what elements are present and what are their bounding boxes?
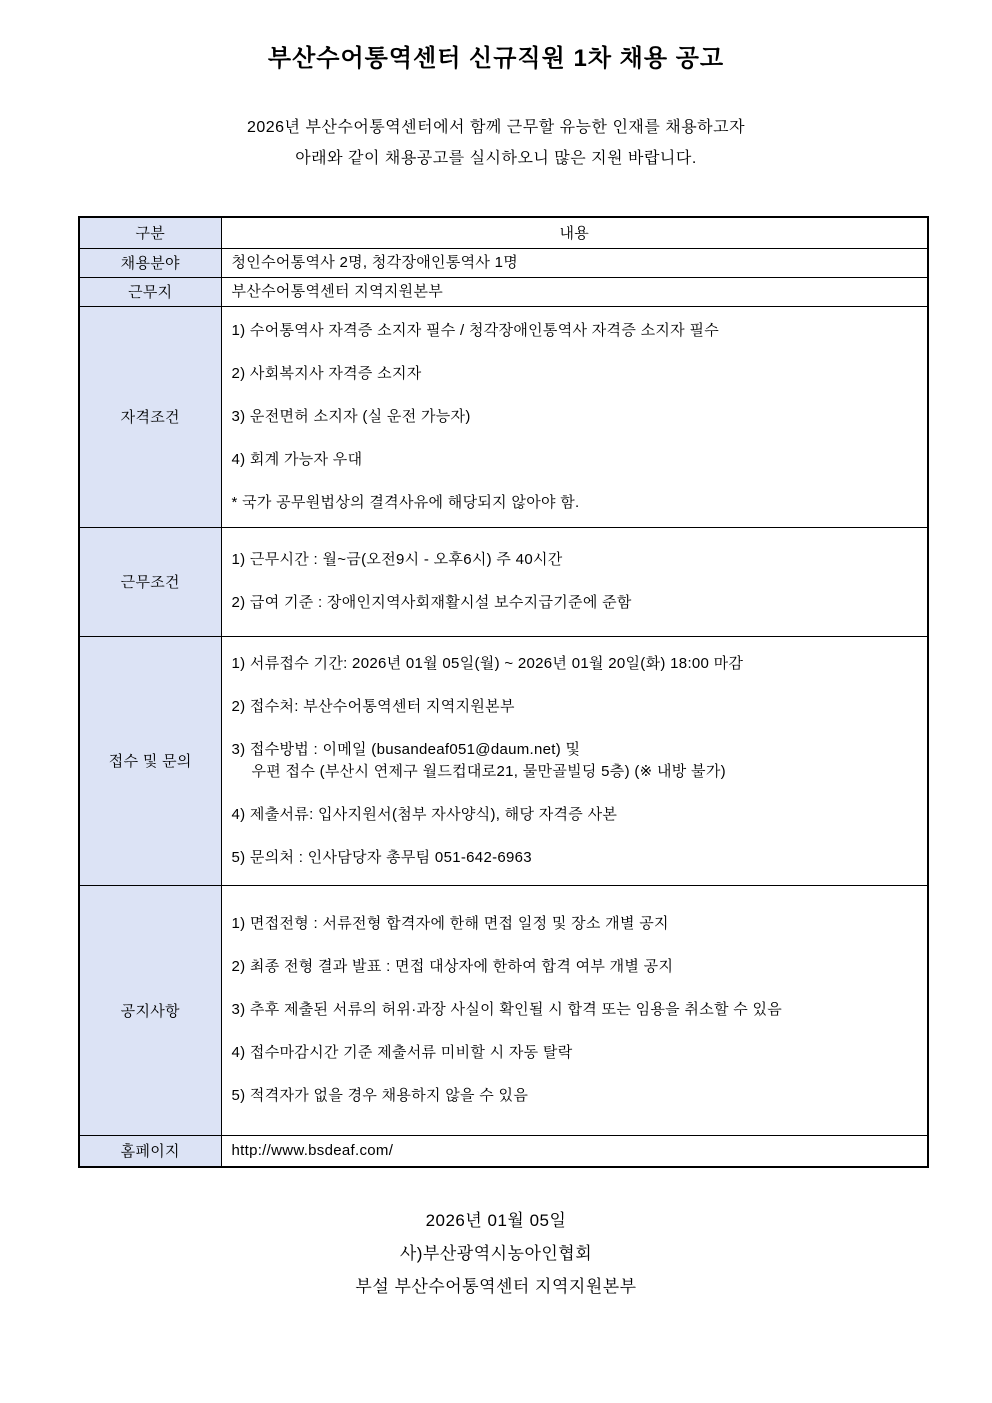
content-line: 2) 사회복지사 자격증 소지자 — [231, 364, 422, 382]
homepage-url: http://www.bsdeaf.com/ — [231, 1141, 394, 1159]
content-line: 1) 근무시간 : 월~금(오전9시 - 오후6시) 주 40시간 — [231, 551, 563, 568]
row-label-work-conditions: 근무조건 — [79, 527, 221, 636]
table-row-work-conditions — [79, 527, 928, 636]
row-content-notices — [221, 885, 928, 1135]
table-row-qualifications — [79, 306, 928, 527]
content-line: 4) 회계 가능자 우대 — [231, 450, 363, 468]
table-row-application-inquiry — [79, 636, 928, 885]
row-content-homepage — [221, 1135, 928, 1167]
content-line: 1) 면접전형 : 서류전형 합격자에 한해 면접 일정 및 장소 개별 공지 — [231, 915, 669, 932]
intro-line-1: 2026년 부산수어통역센터에서 함께 근무할 유능한 인재를 채용하고자 — [246, 119, 746, 136]
table-header-row — [79, 217, 928, 248]
intro-line-2: 아래와 같이 채용공고를 실시하오니 많은 지원 바랍니다. — [295, 150, 697, 167]
row-label-homepage: 홈페이지 — [79, 1135, 221, 1167]
content-line: 3) 운전면허 소지자 (실 운전 가능자) — [231, 407, 471, 425]
row-content-application-inquiry — [221, 636, 928, 885]
table-row-workplace — [79, 277, 928, 306]
row-content-qualifications — [221, 306, 928, 527]
content-line: 3) 추후 제출된 서류의 허위·과장 사실이 확인될 시 합격 또는 임용을 취소할 수 있음 — [231, 1001, 783, 1018]
table-row-recruit-field — [79, 248, 928, 277]
content-line: 1) 수어통역사 자격증 소지자 필수 / 청각장애인통역사 자격증 소지자 필수 — [231, 321, 720, 339]
content-line: 1) 서류접수 기간: 2026년 01월 05일(월) ~ 2026년 01월 20일(화) 18:00 마감 — [231, 654, 744, 672]
table-row-homepage — [79, 1135, 928, 1167]
content-line: 부산수어통역센터 지역지원본부 — [231, 282, 444, 300]
table-row-notices — [79, 885, 928, 1135]
content-line: 3) 접수방법 : 이메일 (busandeaf051@daum.net) 및 — [231, 740, 581, 758]
content-line-wrapped — [232, 739, 918, 783]
content-line: 5) 적격자가 없을 경우 채용하지 않을 수 있음 — [231, 1087, 529, 1104]
page-title: 부산수어통역센터 신규직원 1차 채용 공고 — [267, 45, 725, 72]
content-line: 청인수어통역사 2명, 청각장애인통역사 1명 — [231, 253, 519, 271]
document-footer — [0, 1204, 992, 1303]
footer-date: 2026년 01월 05일 — [425, 1211, 567, 1230]
row-label-notices: 공지사항 — [79, 885, 221, 1135]
content-line: 4) 접수마감시간 기준 제출서류 미비할 시 자동 탈락 — [231, 1044, 573, 1061]
row-label-application-inquiry: 접수 및 문의 — [79, 636, 221, 885]
footer-organization-branch: 부설 부산수어통역센터 지역지원본부 — [355, 1277, 637, 1296]
content-line: 5) 문의처 : 인사담당자 총무팀 051-642-6963 — [231, 848, 532, 866]
row-content-recruit-field — [221, 248, 928, 277]
header-cell-content: 내용 — [221, 217, 928, 248]
content-line: 4) 제출서류: 입사지원서(첨부 자사양식), 해당 자격증 사본 — [231, 805, 618, 823]
row-content-work-conditions — [221, 527, 928, 636]
intro-paragraph — [0, 112, 992, 174]
row-content-workplace — [221, 277, 928, 306]
footer-organization: 사)부산광역시농아인협회 — [399, 1244, 593, 1263]
row-label-workplace: 근무지 — [79, 277, 221, 306]
content-line: 2) 급여 기준 : 장애인지역사회재활시설 보수지급기준에 준함 — [231, 594, 632, 611]
content-line: * 국가 공무원법상의 결격사유에 해당되지 않아야 함. — [231, 493, 580, 511]
header-cell-category: 구분 — [79, 217, 221, 248]
content-line: 2) 접수처: 부산수어통역센터 지역지원본부 — [231, 697, 515, 715]
row-label-qualifications: 자격조건 — [79, 306, 221, 527]
job-announcement-table — [78, 216, 929, 1168]
content-line-continuation: 우편 접수 (부산시 연제구 월드컵대로21, 물만골빌딩 5층) (※ 내방 불가) — [251, 762, 726, 780]
content-line: 2) 최종 전형 결과 발표 : 면접 대상자에 한하여 합격 여부 개별 공지 — [231, 958, 674, 975]
row-label-recruit-field: 채용분야 — [79, 248, 221, 277]
